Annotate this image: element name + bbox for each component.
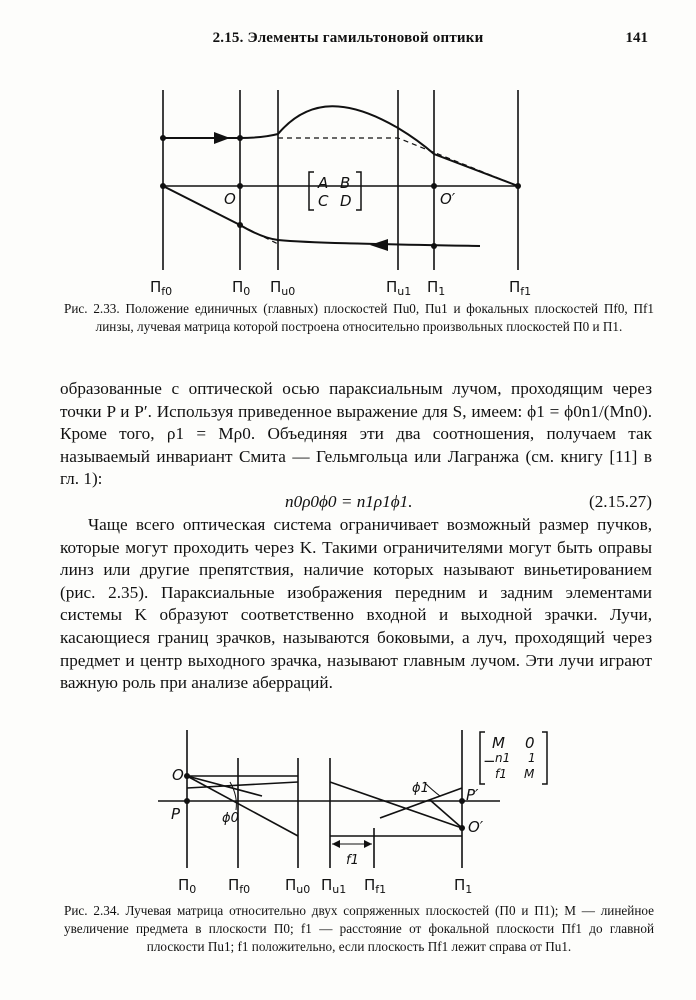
node (431, 183, 437, 189)
point-o-prime-dot (459, 825, 465, 831)
node (515, 183, 521, 189)
ray-2d (430, 800, 462, 828)
matrix-d: D (340, 192, 352, 210)
matrix-a: A (318, 174, 329, 192)
label-p0: $П_0$ (178, 876, 197, 896)
point-o: O (224, 190, 236, 208)
ray-1d (187, 776, 262, 796)
label-pf0: $П_{f0}$ (150, 278, 173, 298)
label-p1: $П_1$ (427, 278, 446, 298)
arrow-right (214, 132, 230, 144)
equation-2-15-27 (60, 491, 652, 514)
label-pf0: $П_{f0}$ (228, 876, 251, 896)
matrix-n1: n1 (495, 751, 511, 765)
angle-phi0: ϕ0 (222, 811, 239, 826)
point-p-prime: P′ (466, 786, 479, 804)
dim-arrow-left (332, 840, 340, 848)
figure-2-33-caption: Рис. 2.33. Положение единичных (главных) плоскостей Пu0, Пu1 и фокальных плоскостей Пf0, Пf1 линзы, лучевая матрица которой построена относительно произвольных плоскостей П0 и П1. (64, 301, 654, 334)
node (237, 135, 243, 141)
figure-2-34-caption: Рис. 2.34. Лучевая матрица относительно двух сопряженных плоскостей (П0 и П1); M — линейное увеличение предмета в плоскости П0; f1 — расстояние от фокальной плоскости Пf1 до главной плоскости Пu1; f1 положительно, если плоскость Пf1 лежит справа от Пu1. (64, 903, 655, 954)
point-o-dot (184, 773, 190, 779)
point-p-prime-dot (459, 798, 465, 804)
main-text (60, 378, 652, 695)
point-p: P (171, 805, 181, 823)
matrix-m: M (492, 734, 505, 752)
node (160, 183, 166, 189)
paragraph-1: образованные с оптической осью параксиальным лучом, проходящим через точки P и P′. Используя приведенное выражение для S, имеем: ϕ1 = ϕ0n1/(Mn0). Кроме того, ρ1 = Mρ0. Объединяя эти два соотношения, получаем так называемый инвариант Смита — Гельмгольца или Лагранжа (см. книгу [11] в гл. 1): (60, 379, 652, 489)
section-title: 2.15. Элементы гамильтоновой оптики (212, 30, 484, 46)
label-pf1: $П_{f1}$ (364, 876, 387, 896)
point-o-prime: O′ (468, 818, 484, 836)
matrix-minus: − (483, 752, 496, 770)
point-o: O (172, 766, 184, 784)
matrix-m2: M (524, 767, 535, 781)
matrix-b: B (340, 174, 351, 192)
dim-arrow-right (364, 840, 372, 848)
label-p1: $П_1$ (454, 876, 473, 896)
matrix-zero: 0 (525, 734, 535, 752)
point-p-dot (184, 798, 190, 804)
label-pu0: $П_{u0}$ (285, 876, 311, 896)
node (160, 135, 166, 141)
ray-2a (330, 782, 462, 828)
node (237, 183, 243, 189)
label-pu0: $П_{u0}$ (270, 278, 296, 298)
equation-number: (2.15.27) (588, 491, 652, 511)
page-number: 141 (625, 30, 648, 46)
matrix-c: C (318, 192, 329, 210)
matrix-f1: f1 (495, 767, 507, 781)
label-pu1: $П_{u1}$ (386, 278, 412, 298)
arrow-left (370, 239, 388, 251)
label-p0: $П_0$ (232, 278, 251, 298)
figure-2-34 (0, 718, 696, 898)
angle-phi1: ϕ1 (412, 781, 429, 796)
matrix-brackets (309, 172, 361, 210)
point-o-prime: O′ (440, 190, 456, 208)
node (237, 222, 243, 228)
equation-formula: n0ρ0ϕ0 = n1ρ1ϕ1. (285, 491, 413, 511)
distance-f1: f1 (346, 853, 359, 868)
node (431, 243, 437, 249)
matrix-one: 1 (528, 751, 536, 765)
paragraph-2: Чаще всего оптическая система ограничивает возможный размер пучков, которые могут проходить через K. Такими ограничителями могут быть оправы линз или другие препятствия, наличие которых называют виньетированием (рис. 2.35). Параксиальные изображения передним и задним элементами системы K образуют соответственно входной и выходной зрачки. Лучи, касающиеся границ зрачков, называются боковыми, а луч, проходящий через предмет и центр выходного зрачка, называют главным лучом. Эти лучи играют важную роль при анализе аберраций. (60, 514, 652, 693)
running-header (0, 30, 696, 52)
label-pu1: $П_{u1}$ (321, 876, 347, 896)
label-pf1: $П_{f1}$ (509, 278, 532, 298)
